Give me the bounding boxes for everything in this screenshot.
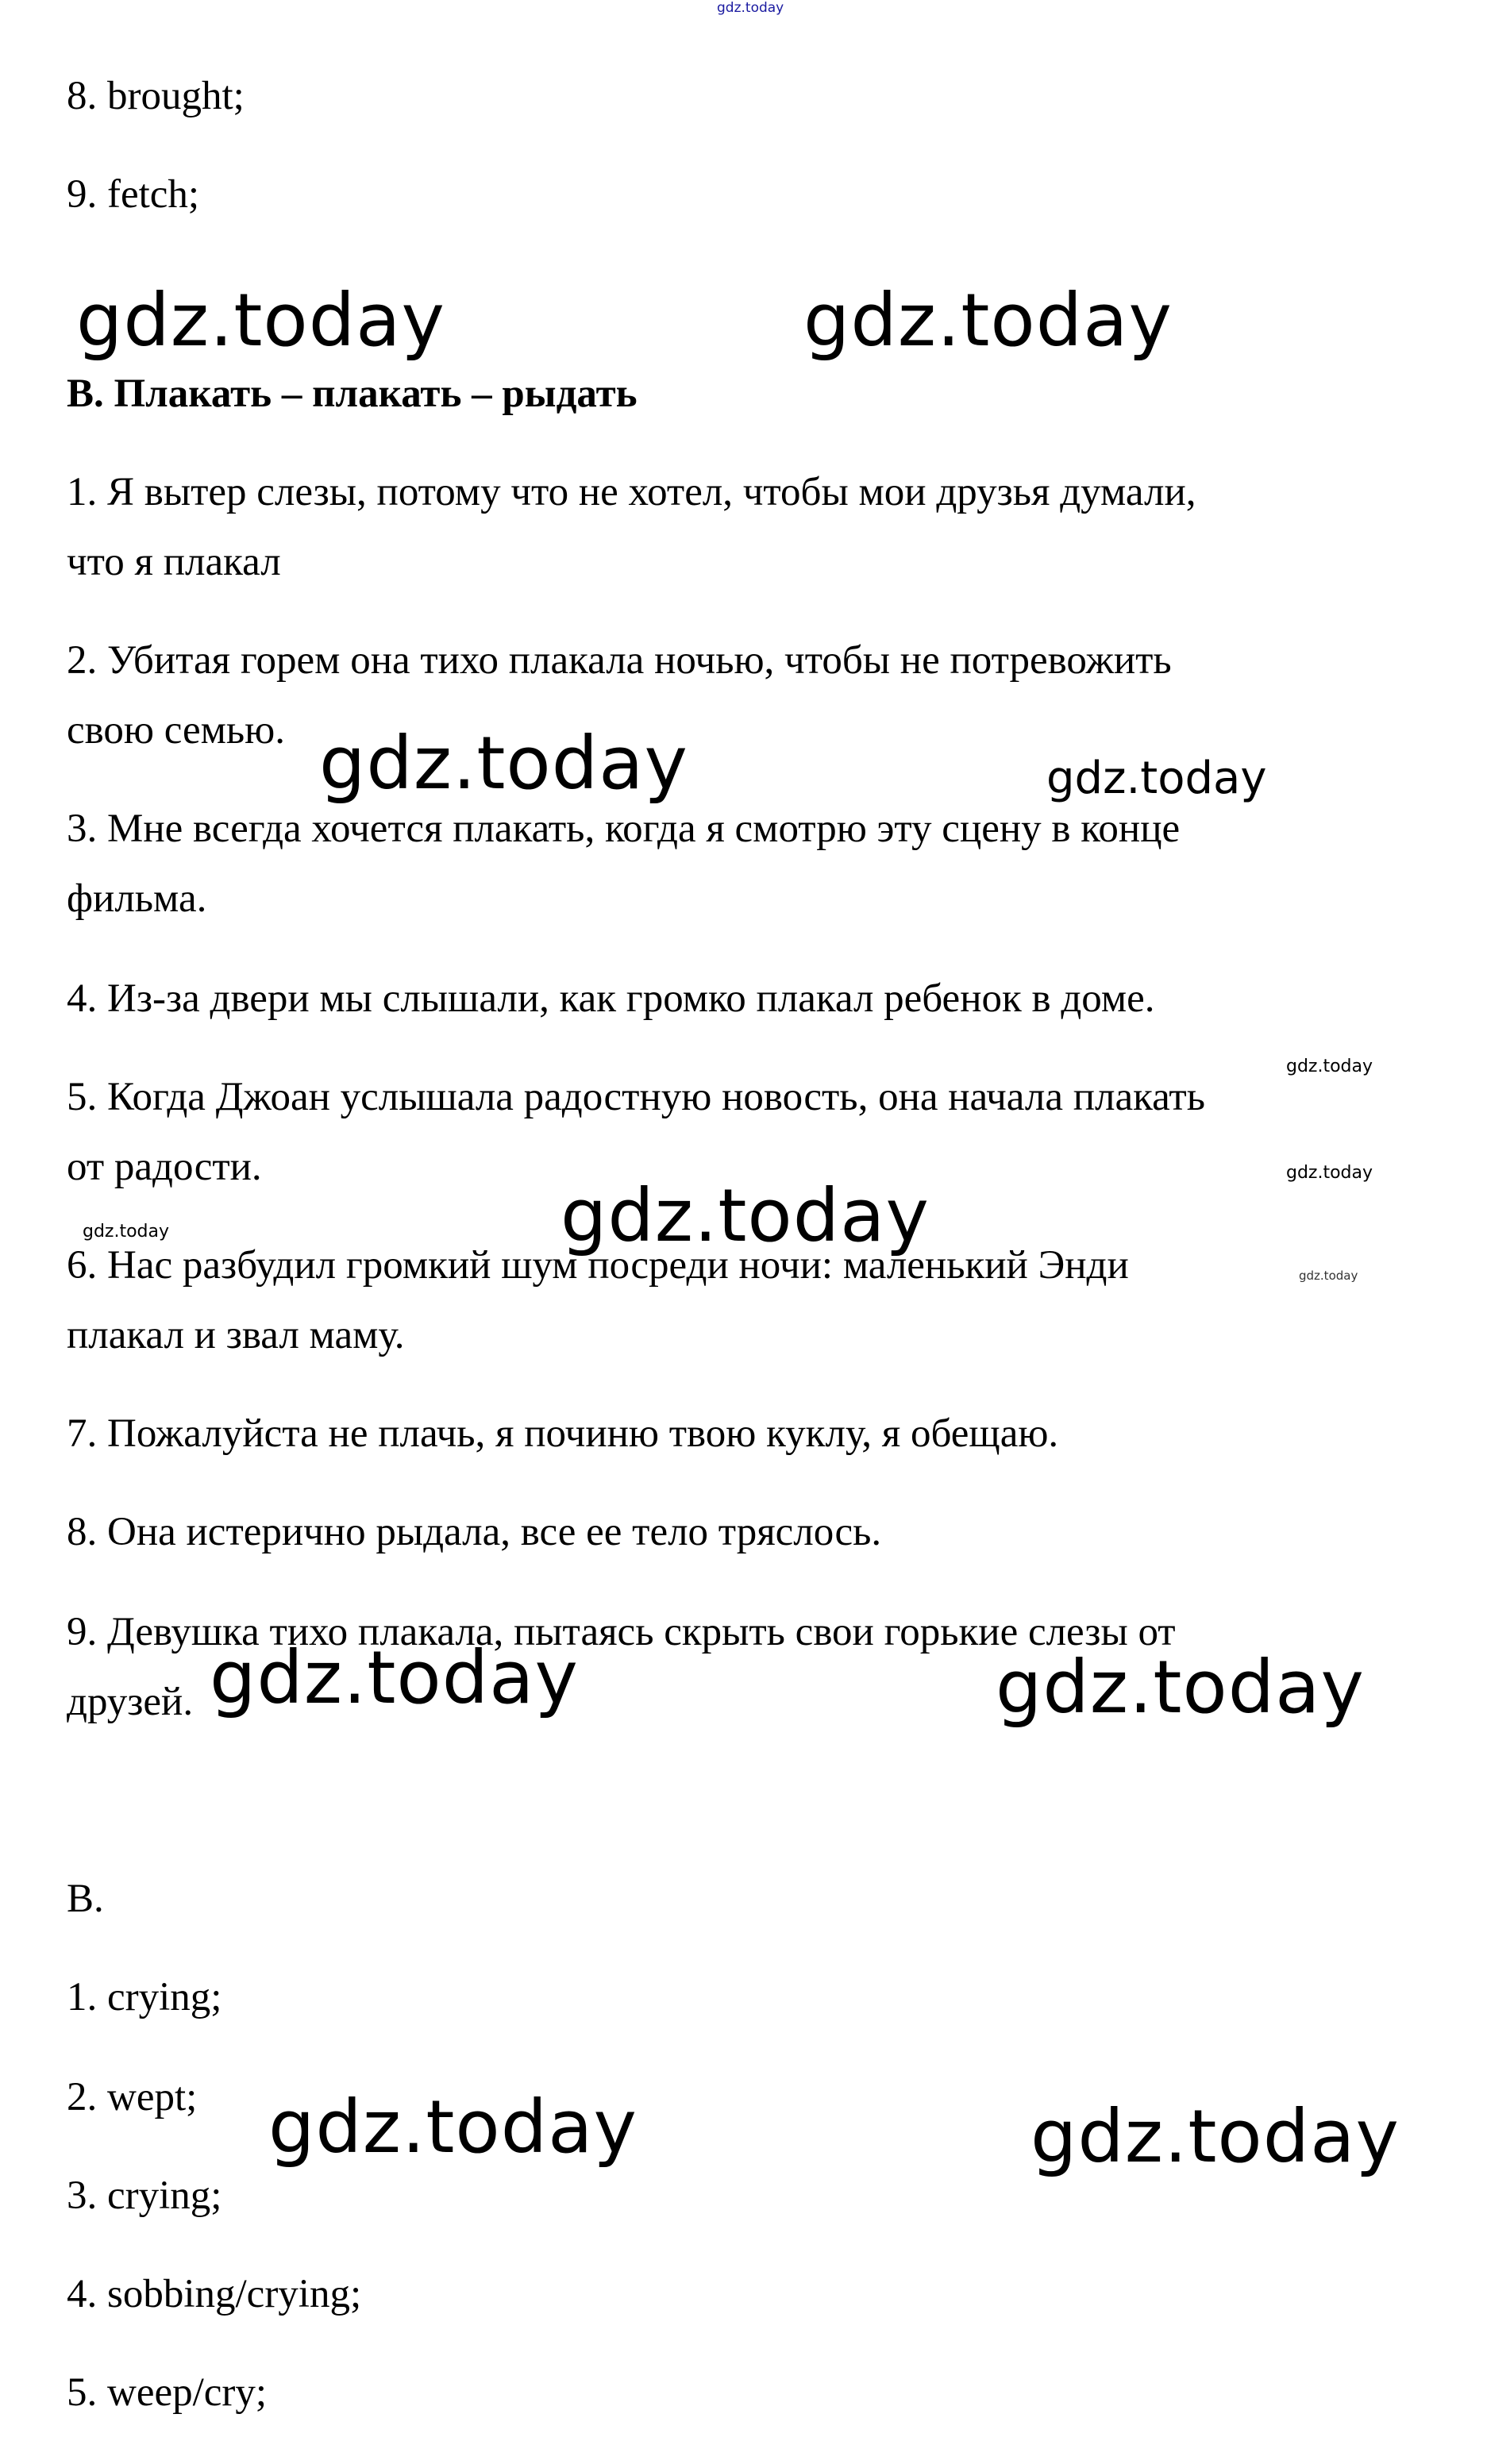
- sentence-line: 3. Мне всегда хочется плакать, когда я смотрю эту сцену в конце: [67, 807, 1181, 851]
- watermark: gdz.today: [996, 1645, 1365, 1730]
- sentence-line: плакал и звал маму.: [67, 1313, 405, 1357]
- section-heading: B. Плакать – плакать – рыдать: [67, 372, 638, 416]
- answer-item: 5. weep/cry;: [67, 2370, 268, 2415]
- sentence-line: друзей.: [67, 1680, 194, 1724]
- sentence-line: 5. Когда Джоан услышала радостную новость, она начала плакать: [67, 1075, 1205, 1119]
- watermark: gdz.today: [268, 2085, 638, 2169]
- header-watermark: gdz.today: [717, 0, 784, 16]
- answer-item: 3. crying;: [67, 2173, 222, 2218]
- watermark: gdz.today: [1286, 1057, 1373, 1076]
- sentence-line: 9. Девушка тихо плакала, пытаясь скрыть свои горькие слезы от: [67, 1610, 1176, 1654]
- watermark: gdz.today: [83, 1222, 170, 1242]
- sentence-line: от радости.: [67, 1145, 262, 1189]
- sentence-line: 4. Из-за двери мы слышали, как громко плакал ребенок в доме.: [67, 976, 1155, 1021]
- watermark: gdz.today: [1030, 2094, 1400, 2179]
- watermark: gdz.today: [561, 1173, 930, 1258]
- watermark: gdz.today: [803, 278, 1173, 363]
- sentence-line: 1. Я вытер слезы, потому что не хотел, чтобы мои друзья думали,: [67, 470, 1196, 514]
- sentence-line: 6. Нас разбудил громкий шум посреди ночи: маленький Энди: [67, 1243, 1129, 1288]
- answer-item: 4. sobbing/crying;: [67, 2272, 362, 2316]
- watermark: gdz.today: [1286, 1163, 1373, 1183]
- list-item: 9. fetch;: [67, 172, 200, 217]
- answer-item: 2. wept;: [67, 2075, 198, 2119]
- watermark: gdz.today: [76, 278, 445, 363]
- sentence-line: 2. Убитая горем она тихо плакала ночью, чтобы не потревожить: [67, 638, 1172, 683]
- sentence-line: фильма.: [67, 876, 207, 921]
- watermark: gdz.today: [1299, 1269, 1358, 1283]
- watermark: gdz.today: [210, 1635, 579, 1720]
- sentence-line: что я плакал: [67, 540, 281, 584]
- answer-item: 1. crying;: [67, 1975, 222, 2019]
- sentence-line: свою семью.: [67, 708, 285, 753]
- sentence-line: 7. Пожалуйста не плачь, я починю твою куклу, я обещаю.: [67, 1411, 1059, 1456]
- list-item: 8. brought;: [67, 74, 245, 118]
- watermark: gdz.today: [319, 721, 688, 806]
- answers-label: B.: [67, 1877, 104, 1921]
- sentence-line: 8. Она истерично рыдала, все ее тело тряслось.: [67, 1510, 882, 1554]
- watermark: gdz.today: [1046, 753, 1267, 804]
